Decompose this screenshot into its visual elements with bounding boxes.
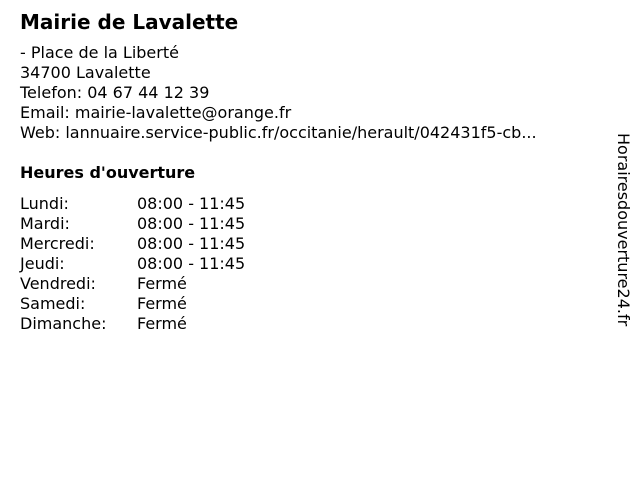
hours-row-thursday (20, 254, 245, 274)
opening-hours-heading: Heures d'ouverture (20, 163, 196, 182)
day-hours: Fermé (137, 314, 187, 333)
day-label: Mardi: (20, 214, 70, 233)
business-title: Mairie de Lavalette (20, 10, 239, 34)
hours-row-monday (20, 194, 245, 214)
hours-row-wednesday (20, 234, 245, 254)
hours-row-friday (20, 274, 245, 294)
day-label: Dimanche: (20, 314, 107, 333)
day-label: Mercredi: (20, 234, 95, 253)
city-line: 34700 Lavalette (20, 63, 151, 82)
day-hours: 08:00 - 11:45 (137, 254, 246, 273)
phone-line: Telefon: 04 67 44 12 39 (20, 83, 210, 102)
day-hours: 08:00 - 11:45 (137, 194, 246, 213)
day-hours: 08:00 - 11:45 (137, 214, 246, 233)
site-brand-watermark: Horairesdouverture24.fr (614, 133, 633, 327)
day-hours: Fermé (137, 294, 187, 313)
day-hours: 08:00 - 11:45 (137, 234, 246, 253)
email-line: Email: mairie-lavalette@orange.fr (20, 103, 292, 122)
hours-row-tuesday (20, 214, 245, 234)
address-block (20, 43, 537, 143)
day-hours: Fermé (137, 274, 187, 293)
hours-row-sunday (20, 314, 245, 334)
street-line: - Place de la Liberté (20, 43, 179, 62)
day-label: Samedi: (20, 294, 86, 313)
hours-row-saturday (20, 294, 245, 314)
day-label: Lundi: (20, 194, 69, 213)
web-line: Web: lannuaire.service-public.fr/occitanie/herault/042431f5-cb... (20, 123, 537, 142)
day-label: Jeudi: (20, 254, 65, 273)
day-label: Vendredi: (20, 274, 96, 293)
opening-hours-table (20, 194, 245, 334)
